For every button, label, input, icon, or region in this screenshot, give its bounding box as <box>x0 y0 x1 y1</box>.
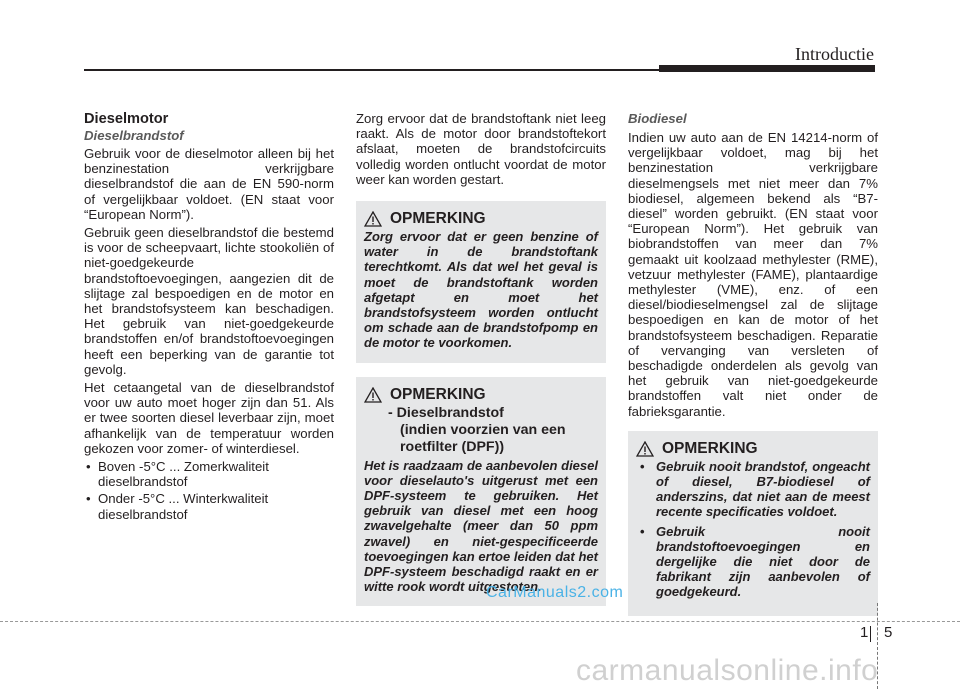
notice-header <box>364 387 598 403</box>
watermark-large: carmanualsonline.info <box>576 654 879 687</box>
notice-box <box>356 201 606 363</box>
paragraph: Indien uw auto aan de EN 14214-norm of vergelijkbaar voldoet, mag bij het benzinestation verkrijgbare dieselmengsels met niet meer dan 7% biodiesel, algemeen bekend als “B7-diesel” worden gebruikt. (EN staat voor “European Norm”). Het gebruik van biobrandstoffen van meer dan 7% gemaakt uit koolzaad methylester (RME), vetzuur methylester (FAME), plantaardige methylester (VME), enz. of een diesel/biodieselmengsel zal de slijtage bespoedigen en kan de motor of het brandstofsysteem beschadigen. Reparatie of vervanging van versleten of beschadigde onderdelen als gevolg van het gebruik van niet-goedgekeurde brandstoffen valt niet onder de fabrieksgarantie. <box>628 130 878 419</box>
paragraph: Zorg ervoor dat de brandstoftank niet leeg raakt. Als de motor door brandstoftekort afslaat, moeten de brandstofcircuits volledig worden ontlucht voordat de motor weer kan worden gestart. <box>356 111 606 187</box>
paragraph: Het cetaangetal van de dieselbrandstof voor uw auto moet hoger zijn dan 51. Als er twee soorten diesel leverbaar zijn, moet afhankelijk van de temperatuur worden gekozen voor zomer- of winterdiesel. <box>84 380 334 456</box>
header-rule <box>84 69 659 71</box>
chapter-number: 1 <box>860 624 869 641</box>
paragraph: Gebruik geen dieselbrandstof die bestemd is voor de scheepvaart, lichte stookoliën of niet-goedgekeurde brandstoftoevoegingen, aangezien dit de slijtage zal bespoedigen en de motor en het brandstofsysteem kan beschadigen. Het gebruik van niet-goedgekeurde brandstoffen en/of brandstoftoevoegingen heeft een beperking van de garantie tot gevolg. <box>84 225 334 377</box>
notice-subtitle-line: (indien voorzien van een roetfilter (DPF)) <box>400 421 566 455</box>
notice-subtitle-line: - Dieselbrandstof <box>388 404 504 421</box>
warning-triangle-icon <box>636 441 654 457</box>
paragraph: Gebruik voor de dieselmotor alleen bij het benzinestation verkrijgbare dieselbrandstof die aan de EN 590-norm of vergelijkbaar voldoet. (EN staat voor “European Norm”). <box>84 146 334 222</box>
footer-rule <box>0 621 960 622</box>
notice-box <box>628 431 878 616</box>
column-2 <box>356 111 606 606</box>
page-header-title: Introductie <box>795 44 874 64</box>
list-item: • Boven -5°C ... Zomerkwaliteit dieselbrandstof <box>84 459 334 489</box>
list-item: • Gebruik nooit brandstoftoevoegingen en dergelijke die niet door de fabrikant zijn aanbevolen of goedgekeurd. <box>636 524 870 600</box>
warning-triangle-icon <box>364 387 382 403</box>
section-heading: Dieselmotor <box>84 111 169 127</box>
notice-list <box>636 459 870 600</box>
notice-title: OPMERKING <box>390 386 486 404</box>
list-item: • Gebruik nooit brandstof, ongeacht of diesel, B7-biodiesel of anderszins, dat niet aan de meest recente specificaties voldoet. <box>636 459 870 520</box>
subsection-heading: Biodiesel <box>628 111 687 126</box>
temperature-list <box>84 459 334 522</box>
notice-title: OPMERKING <box>662 440 758 458</box>
notice-body: Het is raadzaam de aanbevolen diesel voor dieselauto's uitgerust met een DPF-systeem te gebruiken. Het gebruik van diesel met een hoog zwavelgehalte (meer dan 50 ppm zwavel) en niet-gespecificeerde toevoegingen kan ertoe leiden dat het DPF-systeem beschadigd raakt en er witte rook wordt uitgestoten. <box>364 457 598 595</box>
notice-subtitle <box>388 405 598 456</box>
notice-body: Zorg ervoor dat er geen benzine of water in de brandstoftank terechtkomt. Als dat wel het geval is moet de brandstoftank worden afgetapt en moet het brandstofsysteem worden ontlucht om schade aan de brandstofpomp en de motor te voorkomen. <box>364 229 598 351</box>
page-number-divider <box>870 626 871 642</box>
notice-header <box>364 211 598 227</box>
header-rule-thick <box>659 65 875 72</box>
warning-triangle-icon <box>364 211 382 227</box>
notice-header <box>636 441 870 457</box>
column-1 <box>84 111 334 524</box>
page-number: 5 <box>884 624 893 641</box>
notice-title: OPMERKING <box>390 210 486 228</box>
list-item: • Onder -5°C ... Winterkwaliteit dieselbrandstof <box>84 491 334 521</box>
column-3 <box>628 111 878 616</box>
watermark-small: CarManuals2.com <box>486 584 624 601</box>
subsection-heading: Dieselbrandstof <box>84 128 184 143</box>
notice-box <box>356 377 606 607</box>
